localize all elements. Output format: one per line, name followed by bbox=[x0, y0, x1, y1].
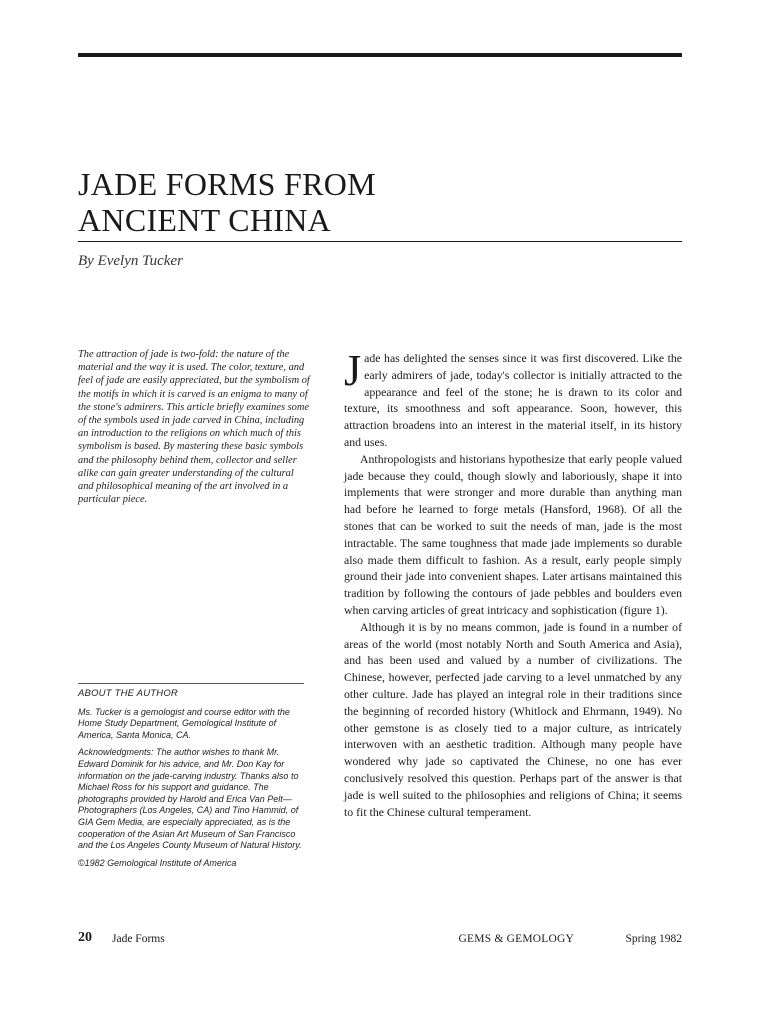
top-rule bbox=[78, 53, 682, 57]
acknowledgments: Acknowledgments: The author wishes to thank Mr. Edward Dominik for his advice, and Mr. Don Kay for information on the jade-carving industry. Thanks also to Michael Ross for his support and guidance. The photographs provided by Harold and Erica Van Pelt—Photographers (Los Angeles, CA) and Tino Hammid, of GIA Gem Media, are especially appreciated, as is the cooperation of the Asian Art Museum of San Francisco and the Los Angeles County Museum of Natural History. bbox=[78, 747, 302, 851]
about-author-heading: ABOUT THE AUTHOR bbox=[78, 688, 178, 699]
journal-name: GEMS & GEMOLOGY bbox=[458, 933, 574, 945]
main-text bbox=[344, 346, 682, 820]
abstract: The attraction of jade is two-fold: the nature of the material and the way it is used. The color, texture, and feel of jade are easily appreciated, but the symbolism of the motifs in which it is carved is an enigma to many of the stone's admirers. This article briefly examines some of the symbols used in jade carved in China, including an introduction to the religions on which much of this symbolism is based. By mastering these basic symbols and the philosophy behind them, collector and seller alike can gain greater understanding of the cultural and philosophical meaning of the art involved in a particular piece. bbox=[78, 349, 310, 506]
author-bio: Ms. Tucker is a gemologist and course editor with the Home Study Department, Gemological Institute of America, Santa Monica, CA. bbox=[78, 706, 290, 740]
about-the-author bbox=[78, 688, 308, 875]
byline: By Evelyn Tucker bbox=[78, 253, 183, 269]
body-paragraph-1-text: ade has delighted the senses since it was first discovered. Like the early admirers of jade, today's collector is initially attracted to the appearance and feel of the stone; he is drawn to its color and texture, its smoothness and soft appearance. Soon, however, this attraction broadens into an interest in the material itself, in its history and uses. bbox=[344, 351, 682, 449]
title-line-2: ANCIENT CHINA bbox=[78, 202, 332, 238]
issue-date: Spring 1982 bbox=[625, 933, 682, 945]
drop-cap: J bbox=[344, 346, 362, 395]
body-paragraph-2: Anthropologists and historians hypothesize that early people valued jade because they could, though slowly and laboriously, shape it into implements that were stronger and more durable than anything man had before he learned to forge metals (Hansford, 1968). Of all the stones that can be worked to suit the needs of man, jade is the most intractable. The same toughness that made jade implements so durable also made them difficult to fashion. As a result, early people simply ground their jade into convenient shapes. Later artisans maintained this tradition by following the contours of jade pebbles and boulders even when carving articles of great intricacy and sophistication (figure 1). bbox=[344, 451, 682, 617]
body-paragraph-1 bbox=[344, 346, 682, 451]
page-number: 20 bbox=[78, 930, 92, 945]
title-rule bbox=[78, 241, 682, 242]
author-rule bbox=[78, 683, 304, 684]
running-title: Jade Forms bbox=[112, 933, 165, 945]
page-footer bbox=[78, 932, 682, 952]
title-line-1: JADE FORMS FROM bbox=[78, 166, 376, 202]
body-paragraph-3: Although it is by no means common, jade is found in a number of areas of the world (most notably North and South America and Asia), and has been used and valued by a number of civilizations. The Chinese, however, perfected jade carving to a level unmatched by any other culture. Jade has played an integral role in their traditions since the beginning of recorded history (Whitlock and Ehrmann, 1949). No other gemstone is as closely tied to a major culture, as intricately interwoven with an aesthetic tradition. Although many people have wondered why jade so captivated the Chinese, no one has ever conclusively resolved this question. Perhaps part of the answer is that jade is well suited to the philosophies and religions of China; it seems to fit the Chinese cultural temperament. bbox=[344, 619, 682, 819]
article-title bbox=[78, 166, 682, 238]
copyright-notice: ©1982 Gemological Institute of America bbox=[78, 857, 237, 868]
